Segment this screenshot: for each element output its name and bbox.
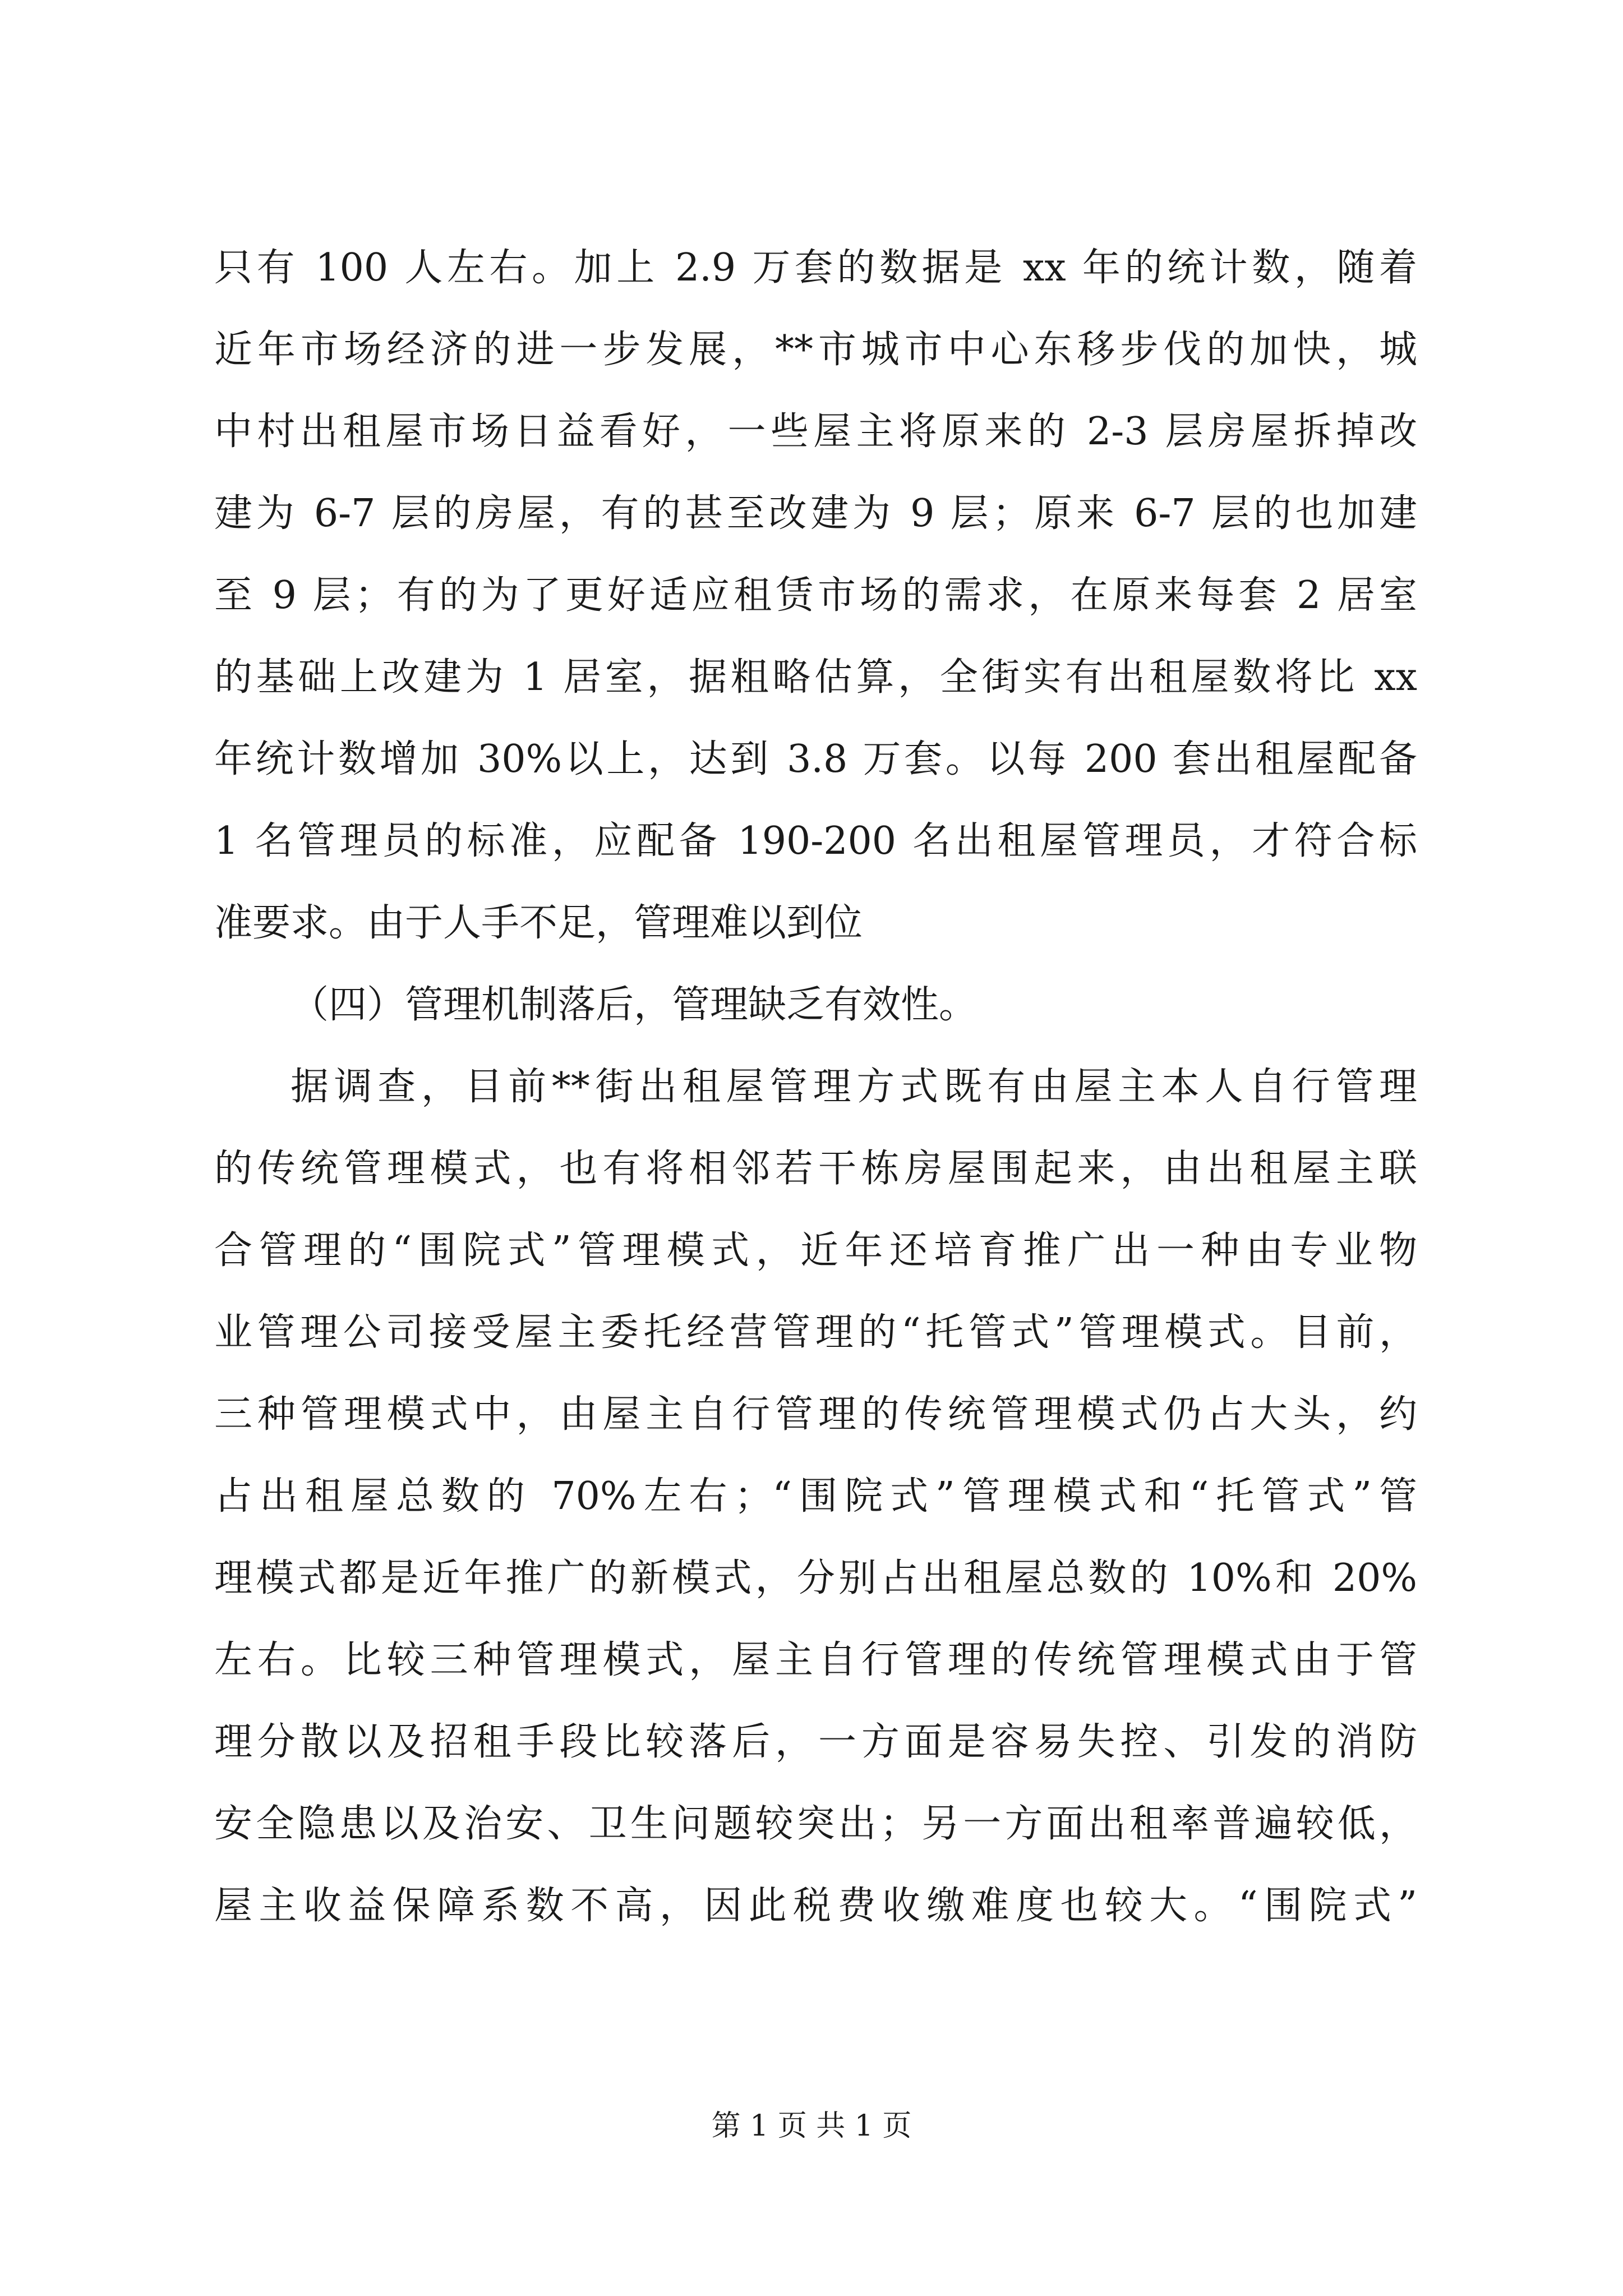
body-line-9: 准要求。由于人手不足，管理难以到位 [214, 901, 863, 945]
body-line-16: 占出租屋总数的 70%左右；“围院式”管理模式和“托管式”管 [214, 1474, 1417, 1519]
body-line-20: 安全隐患以及治安、卫生问题较突出；另一方面出租率普遍较低， [214, 1802, 1417, 1846]
body-line-14: 业管理公司接受屋主委托经营管理的“托管式”管理模式。目前， [214, 1310, 1417, 1355]
body-line-15: 三种管理模式中，由屋主自行管理的传统管理模式仍占大头，约 [214, 1392, 1417, 1437]
body-line-3: 中村出租屋市场日益看好，一些屋主将原来的 2-3 层房屋拆掉改 [214, 409, 1417, 454]
page-footer: 第 1 页 共 1 页 [711, 2109, 912, 2143]
body-line-11: 据调查，目前**街出租屋管理方式既有由屋主本人自行管理 [291, 1065, 1417, 1109]
body-line-1: 只有 100 人左右。加上 2.9 万套的数据是 xx 年的统计数，随着 [214, 246, 1417, 290]
body-line-19: 理分散以及招租手段比较落后，一方面是容易失控、引发的消防 [214, 1720, 1417, 1764]
body-line-18: 左右。比较三种管理模式，屋主自行管理的传统管理模式由于管 [214, 1638, 1417, 1682]
section-heading: （四）管理机制落后，管理缺乏有效性。 [291, 983, 978, 1027]
body-line-13: 合管理的“围院式”管理模式，近年还培育推广出一种由专业物 [214, 1228, 1417, 1273]
body-line-2: 近年市场经济的进一步发展，**市城市中心东移步伐的加快，城 [214, 328, 1417, 372]
body-line-5: 至 9 层；有的为了更好适应租赁市场的需求，在原来每套 2 居室 [214, 573, 1417, 618]
body-line-7: 年统计数增加 30%以上，达到 3.8 万套。以每 200 套出租屋配备 [214, 737, 1417, 781]
body-line-21: 屋主收益保障系数不高，因此税费收缴难度也较大。“围院式” [214, 1884, 1417, 1928]
body-line-4: 建为 6-7 层的房屋，有的甚至改建为 9 层；原来 6-7 层的也加建 [214, 491, 1417, 536]
body-line-12: 的传统管理模式，也有将相邻若干栋房屋围起来，由出租屋主联 [214, 1147, 1417, 1191]
body-line-6: 的基础上改建为 1 居室，据粗略估算，全街实有出租屋数将比 xx [214, 655, 1417, 700]
body-line-17: 理模式都是近年推广的新模式，分别占出租屋总数的 10%和 20% [214, 1556, 1417, 1600]
body-line-8: 1 名管理员的标准，应配备 190-200 名出租屋管理员，才符合标 [214, 819, 1417, 863]
